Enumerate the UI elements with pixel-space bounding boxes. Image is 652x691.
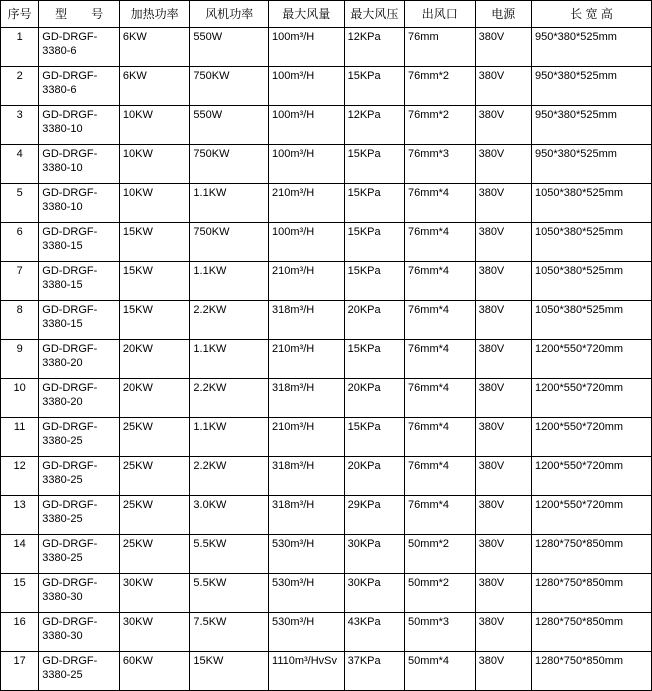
cell-dimensions: 1050*380*525mm [532,301,652,340]
cell-max-airflow: 318m³/H [269,457,345,496]
table-row [1,496,652,535]
cell-max-pressure: 43KPa [344,613,404,652]
cell-air-outlet: 76mm*4 [405,379,476,418]
cell-power-supply: 380V [475,652,531,691]
table-header [1,1,652,28]
cell-max-pressure: 15KPa [344,67,404,106]
column-header-max-airflow: 最大风量 [269,1,345,28]
table-row [1,28,652,67]
cell-max-airflow: 100m³/H [269,145,345,184]
cell-air-outlet: 76mm*4 [405,184,476,223]
cell-max-airflow: 530m³/H [269,613,345,652]
table-row [1,67,652,106]
cell-max-pressure: 15KPa [344,262,404,301]
cell-air-outlet: 76mm*4 [405,418,476,457]
table-row [1,223,652,262]
cell-power-supply: 380V [475,574,531,613]
cell-dimensions: 1280*750*850mm [532,652,652,691]
cell-model: GD-DRGF-3380-15 [39,223,120,262]
cell-fan-power: 1.1KW [190,262,269,301]
cell-fan-power: 550W [190,106,269,145]
cell-index: 6 [1,223,39,262]
table-row [1,652,652,691]
table-row [1,613,652,652]
cell-power-supply: 380V [475,262,531,301]
cell-index: 12 [1,457,39,496]
cell-heating-power: 6KW [119,28,190,67]
cell-max-pressure: 15KPa [344,184,404,223]
cell-fan-power: 750KW [190,67,269,106]
table-row [1,106,652,145]
cell-max-pressure: 15KPa [344,223,404,262]
cell-model: GD-DRGF-3380-20 [39,340,120,379]
cell-model: GD-DRGF-3380-15 [39,301,120,340]
cell-air-outlet: 50mm*4 [405,652,476,691]
cell-heating-power: 30KW [119,574,190,613]
table-body [1,28,652,691]
cell-fan-power: 550W [190,28,269,67]
cell-fan-power: 15KW [190,652,269,691]
cell-max-airflow: 530m³/H [269,574,345,613]
cell-model: GD-DRGF-3380-10 [39,184,120,223]
column-header-max-pressure: 最大风压 [344,1,404,28]
cell-power-supply: 380V [475,223,531,262]
cell-max-pressure: 12KPa [344,28,404,67]
cell-air-outlet: 76mm [405,28,476,67]
cell-dimensions: 1280*750*850mm [532,613,652,652]
cell-max-airflow: 1110m³/HvSv [269,652,345,691]
cell-max-airflow: 210m³/H [269,262,345,301]
cell-power-supply: 380V [475,535,531,574]
cell-fan-power: 750KW [190,145,269,184]
cell-heating-power: 25KW [119,418,190,457]
cell-index: 8 [1,301,39,340]
cell-dimensions: 1200*550*720mm [532,418,652,457]
cell-max-airflow: 530m³/H [269,535,345,574]
cell-dimensions: 950*380*525mm [532,67,652,106]
cell-power-supply: 380V [475,613,531,652]
cell-dimensions: 1200*550*720mm [532,457,652,496]
cell-air-outlet: 50mm*2 [405,535,476,574]
cell-model: GD-DRGF-3380-25 [39,535,120,574]
cell-power-supply: 380V [475,28,531,67]
column-header-heating-power: 加热功率 [119,1,190,28]
cell-heating-power: 30KW [119,613,190,652]
cell-power-supply: 380V [475,301,531,340]
table-row [1,184,652,223]
table-row [1,418,652,457]
cell-index: 9 [1,340,39,379]
cell-air-outlet: 76mm*4 [405,496,476,535]
cell-model: GD-DRGF-3380-6 [39,67,120,106]
cell-max-pressure: 15KPa [344,340,404,379]
column-header-power-supply: 电源 [475,1,531,28]
table-header-row [1,1,652,28]
cell-power-supply: 380V [475,106,531,145]
cell-air-outlet: 76mm*4 [405,262,476,301]
table-row [1,340,652,379]
cell-max-airflow: 210m³/H [269,184,345,223]
cell-model: GD-DRGF-3380-10 [39,106,120,145]
cell-max-pressure: 37KPa [344,652,404,691]
table-row [1,535,652,574]
cell-max-pressure: 20KPa [344,457,404,496]
cell-model: GD-DRGF-3380-25 [39,418,120,457]
cell-max-airflow: 318m³/H [269,496,345,535]
cell-power-supply: 380V [475,418,531,457]
cell-fan-power: 1.1KW [190,418,269,457]
cell-fan-power: 5.5KW [190,535,269,574]
cell-index: 17 [1,652,39,691]
table-row [1,574,652,613]
cell-index: 11 [1,418,39,457]
cell-index: 13 [1,496,39,535]
column-header-dimensions: 长 宽 高 [532,1,652,28]
cell-max-airflow: 210m³/H [269,418,345,457]
cell-max-pressure: 20KPa [344,379,404,418]
cell-fan-power: 1.1KW [190,340,269,379]
cell-max-airflow: 100m³/H [269,106,345,145]
cell-heating-power: 25KW [119,496,190,535]
cell-heating-power: 15KW [119,223,190,262]
cell-max-airflow: 318m³/H [269,379,345,418]
cell-max-airflow: 210m³/H [269,340,345,379]
column-header-index: 序号 [1,1,39,28]
table-row [1,379,652,418]
cell-heating-power: 60KW [119,652,190,691]
cell-fan-power: 7.5KW [190,613,269,652]
cell-heating-power: 6KW [119,67,190,106]
cell-air-outlet: 76mm*4 [405,340,476,379]
cell-dimensions: 1050*380*525mm [532,184,652,223]
cell-heating-power: 10KW [119,145,190,184]
cell-dimensions: 1200*550*720mm [532,379,652,418]
cell-power-supply: 380V [475,184,531,223]
cell-dimensions: 1200*550*720mm [532,340,652,379]
cell-power-supply: 380V [475,379,531,418]
cell-power-supply: 380V [475,67,531,106]
cell-index: 3 [1,106,39,145]
cell-dimensions: 1050*380*525mm [532,223,652,262]
cell-air-outlet: 76mm*3 [405,145,476,184]
cell-max-pressure: 15KPa [344,418,404,457]
cell-index: 2 [1,67,39,106]
column-header-model: 型 号 [39,1,120,28]
cell-model: GD-DRGF-3380-15 [39,262,120,301]
table-row [1,301,652,340]
cell-air-outlet: 76mm*2 [405,106,476,145]
cell-index: 1 [1,28,39,67]
cell-max-pressure: 20KPa [344,301,404,340]
cell-power-supply: 380V [475,145,531,184]
cell-dimensions: 950*380*525mm [532,145,652,184]
column-header-fan-power: 风机功率 [190,1,269,28]
table-row [1,262,652,301]
cell-fan-power: 5.5KW [190,574,269,613]
cell-max-pressure: 15KPa [344,145,404,184]
table-row [1,457,652,496]
column-header-air-outlet: 出风口 [405,1,476,28]
cell-max-pressure: 30KPa [344,535,404,574]
cell-fan-power: 1.1KW [190,184,269,223]
cell-max-pressure: 29KPa [344,496,404,535]
cell-index: 14 [1,535,39,574]
cell-index: 5 [1,184,39,223]
cell-air-outlet: 50mm*3 [405,613,476,652]
cell-heating-power: 15KW [119,301,190,340]
cell-max-airflow: 318m³/H [269,301,345,340]
cell-model: GD-DRGF-3380-30 [39,574,120,613]
cell-dimensions: 1200*550*720mm [532,496,652,535]
cell-fan-power: 2.2KW [190,301,269,340]
cell-index: 10 [1,379,39,418]
cell-air-outlet: 76mm*4 [405,223,476,262]
cell-power-supply: 380V [475,496,531,535]
cell-heating-power: 20KW [119,379,190,418]
cell-model: GD-DRGF-3380-20 [39,379,120,418]
cell-fan-power: 2.2KW [190,379,269,418]
cell-power-supply: 380V [475,340,531,379]
cell-dimensions: 1280*750*850mm [532,535,652,574]
cell-fan-power: 750KW [190,223,269,262]
cell-heating-power: 20KW [119,340,190,379]
cell-model: GD-DRGF-3380-6 [39,28,120,67]
cell-fan-power: 2.2KW [190,457,269,496]
cell-model: GD-DRGF-3380-30 [39,613,120,652]
cell-air-outlet: 76mm*4 [405,301,476,340]
cell-model: GD-DRGF-3380-25 [39,457,120,496]
cell-dimensions: 1050*380*525mm [532,262,652,301]
cell-heating-power: 10KW [119,106,190,145]
cell-dimensions: 1280*750*850mm [532,574,652,613]
cell-max-pressure: 12KPa [344,106,404,145]
cell-air-outlet: 50mm*2 [405,574,476,613]
cell-model: GD-DRGF-3380-25 [39,496,120,535]
cell-model: GD-DRGF-3380-25 [39,652,120,691]
cell-max-airflow: 100m³/H [269,223,345,262]
cell-heating-power: 15KW [119,262,190,301]
cell-dimensions: 950*380*525mm [532,28,652,67]
cell-max-airflow: 100m³/H [269,67,345,106]
cell-index: 4 [1,145,39,184]
cell-air-outlet: 76mm*4 [405,457,476,496]
cell-heating-power: 10KW [119,184,190,223]
cell-max-pressure: 30KPa [344,574,404,613]
cell-heating-power: 25KW [119,535,190,574]
cell-model: GD-DRGF-3380-10 [39,145,120,184]
cell-power-supply: 380V [475,457,531,496]
cell-heating-power: 25KW [119,457,190,496]
cell-fan-power: 3.0KW [190,496,269,535]
cell-air-outlet: 76mm*2 [405,67,476,106]
cell-index: 7 [1,262,39,301]
cell-max-airflow: 100m³/H [269,28,345,67]
cell-index: 15 [1,574,39,613]
table-row [1,145,652,184]
cell-dimensions: 950*380*525mm [532,106,652,145]
cell-index: 16 [1,613,39,652]
